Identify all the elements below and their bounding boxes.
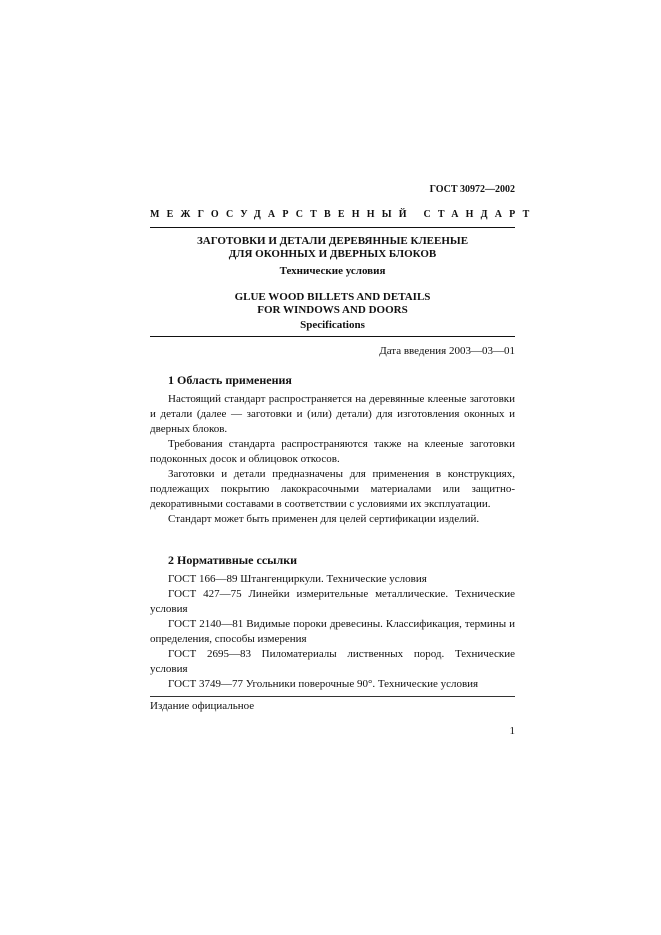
title-rule: [150, 336, 515, 337]
header-rule: [150, 227, 515, 228]
section-2-body: [150, 572, 515, 692]
normative-reference: ГОСТ 166—89 Штангенциркули. Технические условия: [168, 573, 427, 585]
section-1-paragraph: Стандарт может быть применен для целей сертификации изделий.: [168, 513, 480, 525]
section-1-paragraph: Заготовки и детали предназначены для применения в конструкциях, подлежащих покрытию лакокрасочными материалами или защитно-декоративными составами в соответствии с условиями их эксплуатации.: [150, 468, 515, 510]
section-2-heading: 2 Нормативные ссылки: [168, 553, 298, 567]
title-en-line-2: FOR WINDOWS AND DOORS: [257, 304, 408, 316]
normative-reference: ГОСТ 3749—77 Угольники поверочные 90°. Технические условия: [168, 678, 479, 690]
section-1-paragraph: Требования стандарта распространяются также на клееные заготовки подоконных досок и облицовок откосов.: [150, 438, 515, 465]
interstate-standard-label: МЕЖГОСУДАРСТВЕННЫЙ СТАНДАРТ: [150, 209, 537, 220]
subtitle-english: Specifications: [300, 319, 365, 331]
page-number: 1: [509, 725, 515, 737]
normative-reference: ГОСТ 2695—83 Пиломатериалы лиственных пород. Технические условия: [150, 648, 515, 675]
normative-reference: ГОСТ 2140—81 Видимые пороки древесины. Классификация, термины и определения, способы измерения: [150, 618, 515, 645]
title-english: [150, 291, 515, 317]
title-ru-line-1: ЗАГОТОВКИ И ДЕТАЛИ ДЕРЕВЯННЫЕ КЛЕЕНЫЕ: [196, 235, 469, 247]
section-1-body: [150, 392, 515, 527]
section-1-heading: 1 Область применения: [168, 373, 292, 387]
section-1-paragraph: Настоящий стандарт распространяется на деревянные клееные заготовки и детали (далее — заготовки и (или) детали) для изготовления оконных и дверных блоков.: [150, 393, 515, 435]
title-en-line-1: GLUE WOOD BILLETS AND DETAILS: [234, 291, 431, 303]
title-ru-line-2: ДЛЯ ОКОННЫХ И ДВЕРНЫХ БЛОКОВ: [228, 248, 437, 260]
official-edition-label: Издание официальное: [150, 700, 255, 712]
standard-number: ГОСТ 30972—2002: [429, 184, 515, 195]
title-russian: [150, 235, 515, 261]
footer-rule: [150, 696, 515, 697]
introduction-date: Дата введения 2003—03—01: [379, 345, 515, 357]
normative-reference: ГОСТ 427—75 Линейки измерительные металлические. Технические условия: [150, 588, 515, 615]
subtitle-russian: Технические условия: [279, 265, 386, 277]
